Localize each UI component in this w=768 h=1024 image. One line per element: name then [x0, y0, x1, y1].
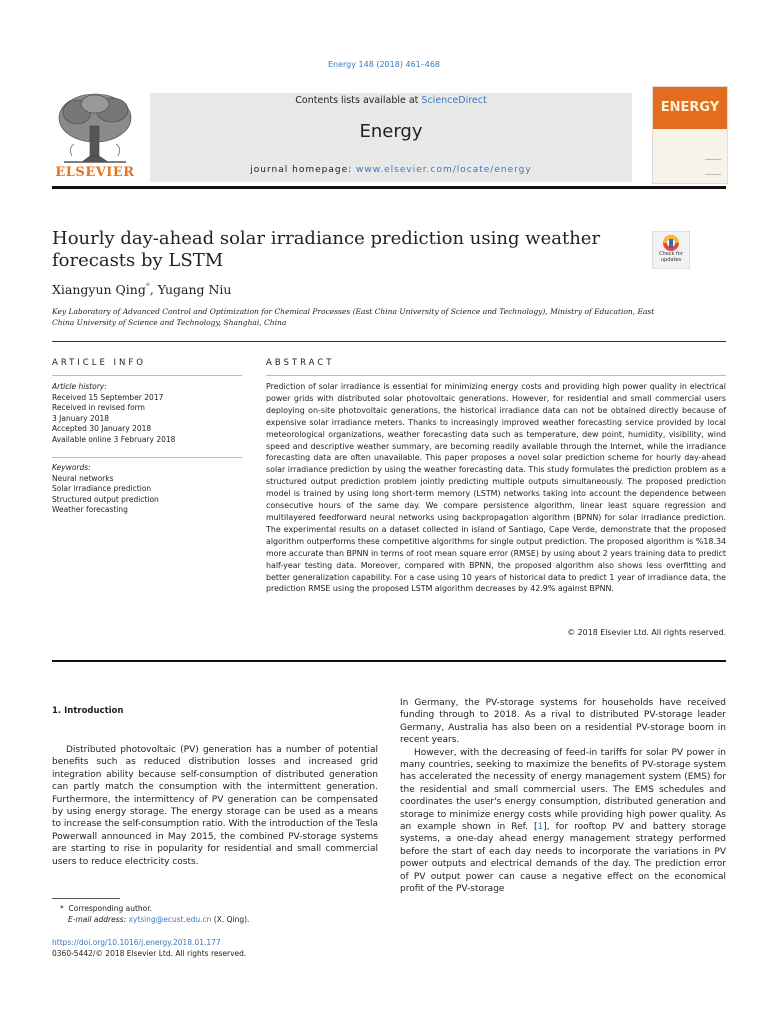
section-heading: 1. Introduction — [52, 706, 124, 716]
contents-prefix: Contents lists available at — [295, 95, 422, 106]
keyword-item: Solar irradiance prediction — [52, 484, 152, 493]
article-info-heading: ARTICLE INFO — [52, 358, 146, 368]
footnote-corresponding-text: Corresponding author. — [68, 904, 153, 913]
email-link[interactable]: xytsing@ecust.edu.cn — [128, 914, 212, 924]
history-item: Available online 3 February 2018 — [52, 434, 176, 444]
keyword-item: Neural networks — [52, 473, 114, 483]
footnote-mark: * — [60, 904, 64, 913]
history-item: Accepted 30 January 2018 — [52, 424, 152, 433]
email-label: E-mail address: — [68, 914, 129, 924]
issn-copyright: 0360-5442/© 2018 Elsevier Ltd. All rights reserved. — [52, 949, 247, 958]
reference-link[interactable]: 1 — [537, 822, 544, 833]
homepage-link[interactable]: www.elsevier.com/locate/energy — [356, 165, 532, 175]
author-separator: , — [149, 282, 158, 298]
author-name: Xiangyun Qing — [52, 282, 146, 298]
footnote-email-line — [60, 915, 380, 926]
abstract-heading: ABSTRACT — [266, 358, 335, 368]
abstract-text: Prediction of solar irradiance is essential for minimizing energy costs and providing high power quality in electrical power grids with distributed solar photovoltaic generations. However, for residential and small commercial users deploying on-site photovoltaic generations, the historical irradiance data can not be obtained directly because of expensive solar irradiance meters. Thanks to increasingly improved weather forecasting service provided by local meteorological organizations, weather forecasting data such as temperature, dew point, humidity, visibility, wind speed and descriptive weather summary, are becoming readily available through the Internet, while the irradiance forecasting data are often unavailable. This paper proposes a novel solar prediction scheme for hourly day-ahead solar irradiance prediction by using the weather forecasting data. This study formulates the prediction problem as a structured output prediction problem jointly predicting multiple outputs simultaneously. The proposed prediction model is trained by using long short-term memory (LSTM) networks taking into account the dependence between consecutive hours of the same day. We compare persistence algorithm, linear least square regression and multilayered feedforward neural networks using backpropagation algorithm (BPNN) for solar irradiance prediction. The experimental results on a dataset collected in island of Santiago, Cape Verde, demonstrate that the proposed algorithm outperforms these competitive algorithms for single output prediction. The proposed algorithm is %18.34 more accurate than BPNN in terms of root mean square error (RMSE) by using about 2 years training data to predict half-year testing data. Moreover, compared with BPNN, the proposed algorithm also shows less overfitting and better generalization capability. For a case using 10 years of historical data to predict 1 year of irradiance data, the prediction RMSE using the proposed LSTM algorithm decreases by 42.9% against BPNN. — [266, 382, 726, 594]
paragraph-text: ], for rooftop PV and battery storage systems, a one-day ahead energy management strategy performed before the start of each day needs to incorporate the variations in PV power outputs and electrical demands of the day. The prediction error of PV output power can cause a negative effect on the economical profit of the PV-storage — [400, 822, 726, 895]
journal-title: Energy — [359, 121, 423, 142]
article-info-divider — [52, 375, 242, 376]
header-rule — [52, 186, 726, 189]
homepage-prefix: journal homepage: — [250, 165, 357, 175]
sciencedirect-link[interactable]: ScienceDirect — [421, 95, 487, 106]
affiliation-rule — [52, 341, 726, 342]
journal-homepage — [150, 165, 632, 175]
keywords-divider — [52, 457, 242, 458]
history-item: Received 15 September 2017 — [52, 392, 164, 402]
footnote-corresponding — [60, 904, 380, 915]
affiliation: Key Laboratory of Advanced Control and Optimization for Chemical Processes (East China University of Science and Technology), Ministry of Education, East China University of Science and Technology, Shanghai, China — [52, 307, 655, 327]
intro-paragraph: Distributed photovoltaic (PV) generation has a number of potential benefits such as reduced distribution losses and increased grid integration ability because self-consumption of distributed generation can partly match the consumption with the intermittent generation. Furthermore, the intermittency of PV generation can be compensated by using energy storage. The energy storage can be used as a means to increase the self-consumption ratio. With the introduction of the Tesla Powerwall announced in May 2015, the combined PV-storage systems are starting to rise in popularity for residential and small commercial users to reduce electricity costs. — [52, 745, 378, 867]
cover-title: ENERGY — [660, 100, 720, 115]
journal-header-band — [150, 93, 632, 182]
keywords — [52, 463, 242, 516]
corresponding-author-mark[interactable]: * — [145, 282, 150, 291]
paragraph-text: However, with the decreasing of feed-in tariffs for solar PV power in many countries, seeking to maximize the benefits of PV-storage system has accelerated the necessity of energy management system (EMS) for the residential and small commercial users. The EMS schedules and coordinates the user's energy consumption, distributed generation and storage to minimize energy costs while providing high power quality. As an example shown in Ref. [ — [400, 747, 726, 833]
citation-link[interactable]: Energy 148 (2018) 461–468 — [327, 60, 441, 69]
history-item: 3 January 2018 — [52, 413, 110, 423]
check-for-updates-icon[interactable] — [652, 231, 690, 269]
contents-line — [150, 95, 632, 106]
footnote-rule — [52, 898, 120, 899]
abstract-copyright: © 2018 Elsevier Ltd. All rights reserved. — [567, 628, 726, 637]
keywords-label: Keywords: — [52, 463, 91, 472]
doi-link[interactable]: https://doi.org/10.1016/j.energy.2018.01.177 — [52, 938, 221, 947]
footnote — [60, 904, 380, 925]
journal-cover-image — [652, 86, 728, 184]
email-suffix: (X. Qing). — [211, 914, 250, 924]
author-list — [52, 282, 231, 297]
author-name: Yugang Niu — [157, 282, 232, 298]
history-item: Received in revised form — [52, 403, 145, 412]
body-column-right — [400, 697, 726, 896]
paper-title: Hourly day-ahead solar irradiance prediction using weather forecasts by LSTM — [52, 228, 601, 271]
keyword-item: Weather forecasting — [52, 505, 128, 514]
elsevier-wordmark: ELSEVIER — [55, 165, 135, 180]
abstract-divider — [266, 375, 726, 376]
check-for-updates-label[interactable]: Check for updates — [659, 251, 683, 263]
keyword-item: Structured output prediction — [52, 494, 159, 504]
history-label: Article history: — [52, 382, 107, 391]
abstract-end-rule — [52, 660, 726, 662]
article-history — [52, 382, 242, 445]
cover-decoration — [705, 159, 721, 175]
body-paragraph: In Germany, the PV-storage systems for households have received funding through to 2018. As a rival to distributed PV-storage leader Germany, Australia has also been on a residential PV-storage boom in recent years. — [400, 698, 726, 746]
body-paragraph — [400, 747, 726, 896]
